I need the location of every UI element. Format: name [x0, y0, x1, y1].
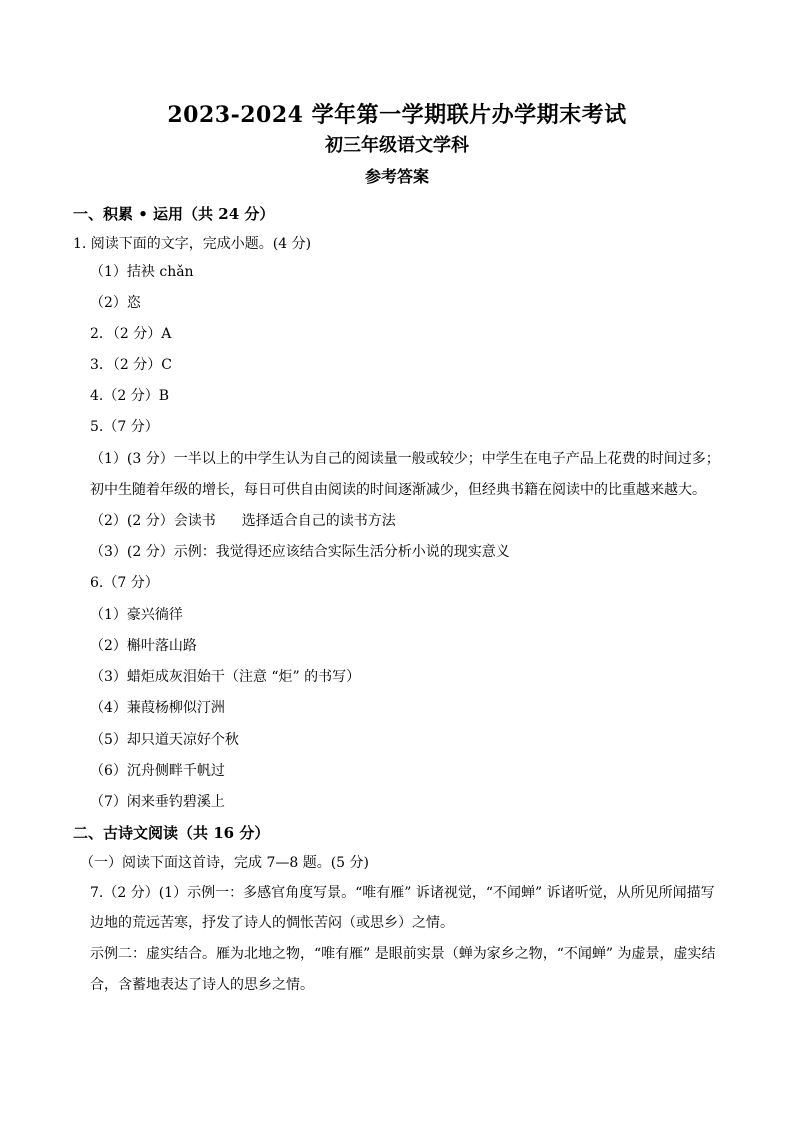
question-2-answer: 2．（2 分）A	[90, 326, 172, 342]
page-subtitle: 初三年级语文学科	[325, 135, 469, 156]
question-5-answer-2-part-2: 选择适合自己的读书方法	[241, 513, 396, 529]
section-heading-2: 二、古诗文阅读（共 16 分）	[73, 824, 270, 842]
question-5-answer-3: （3）(2 分）示例：我觉得还应该结合实际生活分析小说的现实意义	[90, 544, 510, 560]
question-1-answer-1: （1）拮袂 chǎn	[90, 264, 194, 280]
question-6-item: （4）蒹葭杨柳似汀洲	[90, 700, 225, 716]
question-7-line-4: 合，含蓄地表达了诗人的思乡之情。	[90, 977, 314, 993]
question-6-item: （3）蜡炬成灰泪始干（注意 “炬” 的书写）	[90, 669, 361, 685]
question-5-answer-2-part-1: （2）(2 分）会读书	[90, 513, 216, 529]
page-title: 2023-2024 学年第一学期联片办学期末考试	[167, 102, 627, 128]
question-6-item: （2）槲叶落山路	[90, 638, 197, 654]
answer-key-title: 参考答案	[364, 167, 429, 186]
question-6-item: （5）却只道天凉好个秋	[90, 732, 239, 748]
question-7-line-1: 7.（2 分）(1）示例一：多感官角度写景。“唯有雁” 诉诸视觉，“不闻蝉” 诉诸听觉，从所见所闻描写	[90, 885, 715, 901]
question-5-answer-1-line-1: （1）(3 分）一半以上的中学生认为自己的阅读量一般或较少；中学生在电子产品上花费的时间过多；	[90, 451, 720, 467]
section-heading-1: 一、积累 • 运用（共 24 分）	[73, 205, 275, 223]
question-6-item: （6）沉舟侧畔千帆过	[90, 763, 225, 779]
subsection-1-stem: （一）阅读下面这首诗，完成 7—8 题。(5 分)	[80, 855, 369, 871]
question-7-line-3: 示例二：虚实结合。雁为北地之物，“唯有雁” 是眼前实景（蝉为家乡之物，“不闻蝉” 为虚景，虚实结	[90, 946, 716, 962]
question-7-line-2: 边地的荒远苦寒，抒发了诗人的惆怅苦闷（或思乡）之情。	[90, 915, 454, 931]
question-1-stem: 1. 阅读下面的文字，完成小题。(4 分)	[73, 236, 312, 252]
question-6-stem: 6.（7 分）	[90, 575, 159, 591]
question-6-item: （7）闲来垂钓碧溪上	[90, 794, 225, 810]
question-3-answer: 3．（2 分）C	[90, 357, 172, 373]
question-6-item: （1）豪兴徜徉	[90, 607, 183, 623]
question-5-answer-1-line-2: 初中生随着年级的增长，每日可供自由阅读的时间逐渐减少，但经典书籍在阅读中的比重越来越大。	[90, 482, 706, 498]
question-1-answer-2: （2）恣	[90, 295, 141, 311]
question-5-answer-2	[90, 512, 396, 530]
question-4-answer: 4.（2 分）B	[90, 388, 170, 404]
question-5-stem: 5.（7 分）	[90, 419, 159, 435]
